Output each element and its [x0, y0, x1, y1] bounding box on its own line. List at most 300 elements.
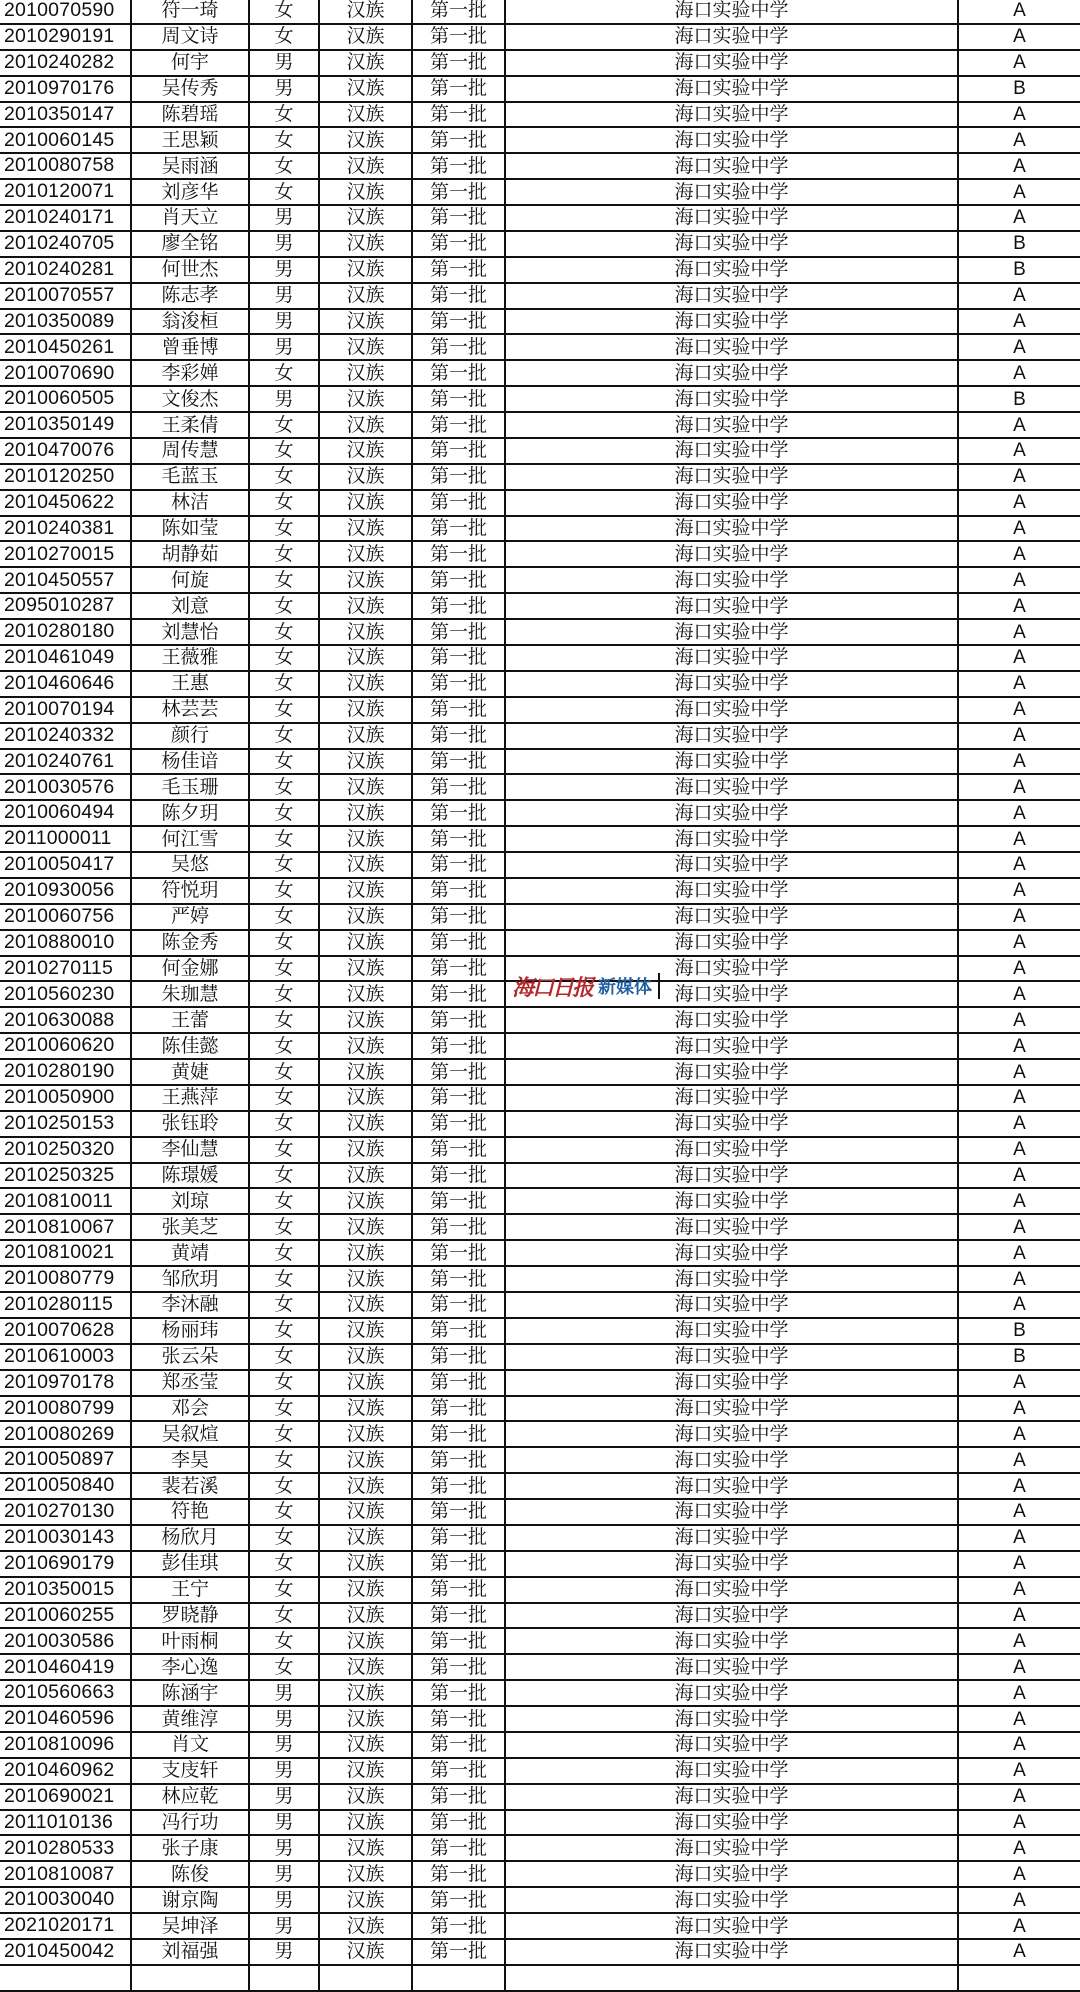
grade: A [1013, 1812, 1026, 1834]
gender: 女 [250, 620, 320, 644]
student-id: 2010560663 [0, 1681, 132, 1705]
school-name: 海口实验中学 [506, 1836, 959, 1860]
gender: 女 [250, 154, 320, 178]
school-name: 海口实验中学 [506, 1112, 959, 1136]
student-id: 2010060756 [0, 905, 132, 929]
ethnicity: 汉族 [320, 1500, 413, 1524]
grade: A [1013, 310, 1026, 332]
school-name: 海口实验中学 [506, 1940, 959, 1964]
empty-cell [959, 1966, 1080, 1990]
student-name: 杨丽玮 [132, 1319, 250, 1343]
grade: A [1013, 26, 1026, 48]
ethnicity: 汉族 [320, 1578, 413, 1602]
admission-batch: 第一批 [413, 1164, 506, 1188]
table-row [0, 594, 1080, 620]
grade: B [1013, 1346, 1026, 1368]
school-name: 海口实验中学 [506, 517, 959, 541]
student-id: 2010060494 [0, 801, 132, 825]
ethnicity: 汉族 [320, 1629, 413, 1653]
school-name: 海口实验中学 [506, 439, 959, 463]
table-row [0, 103, 1080, 129]
student-name: 李心逸 [132, 1655, 250, 1679]
student-name: 符一琦 [132, 0, 250, 23]
grade: A [1013, 207, 1026, 229]
empty-cell [132, 1966, 250, 1990]
gender: 女 [250, 1008, 320, 1032]
student-name: 何金娜 [132, 957, 250, 981]
school-name: 海口实验中学 [506, 1448, 959, 1472]
school-name: 海口实验中学 [506, 154, 959, 178]
grade: A [1013, 983, 1026, 1005]
table-row [0, 542, 1080, 568]
student-name: 廖全铭 [132, 232, 250, 256]
gender: 男 [250, 1707, 320, 1731]
gender: 女 [250, 931, 320, 955]
school-name: 海口实验中学 [506, 801, 959, 825]
admission-batch: 第一批 [413, 517, 506, 541]
empty-cell [320, 1966, 413, 1990]
student-name: 周文诗 [132, 25, 250, 49]
school-name: 海口实验中学 [506, 853, 959, 877]
gender: 男 [250, 232, 320, 256]
admission-batch: 第一批 [413, 1448, 506, 1472]
school-name: 海口实验中学 [506, 413, 959, 437]
ethnicity: 汉族 [320, 1655, 413, 1679]
student-id: 2010280533 [0, 1836, 132, 1860]
grade: A [1013, 1087, 1026, 1109]
student-name: 王柔倩 [132, 413, 250, 437]
ethnicity: 汉族 [320, 361, 413, 385]
gender: 女 [250, 1086, 320, 1110]
gender: 女 [250, 1526, 320, 1550]
student-name: 毛蓝玉 [132, 465, 250, 489]
admission-batch: 第一批 [413, 77, 506, 101]
student-id: 2010050417 [0, 853, 132, 877]
admission-batch: 第一批 [413, 1707, 506, 1731]
student-name: 林洁 [132, 491, 250, 515]
student-name: 黄维淳 [132, 1707, 250, 1731]
grade: A [1013, 518, 1026, 540]
admission-batch: 第一批 [413, 853, 506, 877]
admission-batch: 第一批 [413, 439, 506, 463]
school-name: 海口实验中学 [506, 1862, 959, 1886]
student-name: 邓会 [132, 1397, 250, 1421]
ethnicity: 汉族 [320, 465, 413, 489]
school-name: 海口实验中学 [506, 491, 959, 515]
ethnicity: 汉族 [320, 698, 413, 722]
grade: A [1013, 880, 1026, 902]
grade: A [1013, 1397, 1026, 1419]
school-name: 海口实验中学 [506, 1397, 959, 1421]
ethnicity: 汉族 [320, 672, 413, 696]
table-row [0, 646, 1080, 672]
admission-batch: 第一批 [413, 1086, 506, 1110]
gender: 女 [250, 517, 320, 541]
admission-batch: 第一批 [413, 0, 506, 23]
ethnicity: 汉族 [320, 1759, 413, 1783]
admission-batch: 第一批 [413, 1060, 506, 1084]
student-id: 2010030143 [0, 1526, 132, 1550]
student-id: 2010450557 [0, 568, 132, 592]
student-id: 2010270130 [0, 1500, 132, 1524]
student-name: 朱珈慧 [132, 982, 250, 1006]
grade: A [1013, 129, 1026, 151]
school-name: 海口实验中学 [506, 542, 959, 566]
gender: 男 [250, 1914, 320, 1938]
student-name: 王惠 [132, 672, 250, 696]
student-id: 2010630088 [0, 1008, 132, 1032]
student-name: 罗晓静 [132, 1604, 250, 1628]
gender: 女 [250, 879, 320, 903]
table-row [0, 1138, 1080, 1164]
admission-batch: 第一批 [413, 232, 506, 256]
gender: 女 [250, 1397, 320, 1421]
gender: 女 [250, 1371, 320, 1395]
ethnicity: 汉族 [320, 1836, 413, 1860]
school-name: 海口实验中学 [506, 0, 959, 23]
gender: 女 [250, 361, 320, 385]
student-id: 2010280115 [0, 1293, 132, 1317]
ethnicity: 汉族 [320, 1862, 413, 1886]
school-name: 海口实验中学 [506, 25, 959, 49]
student-name: 文俊杰 [132, 387, 250, 411]
admission-batch: 第一批 [413, 672, 506, 696]
student-id: 2010560230 [0, 982, 132, 1006]
grade: A [1013, 621, 1026, 643]
student-name: 陈俊 [132, 1862, 250, 1886]
gender: 男 [250, 258, 320, 282]
gender: 男 [250, 206, 320, 230]
grade: A [1013, 1786, 1026, 1808]
grade: A [1013, 492, 1026, 514]
table-row [0, 1811, 1080, 1837]
gender: 女 [250, 1241, 320, 1265]
grade: A [1013, 1941, 1026, 1963]
admission-batch: 第一批 [413, 206, 506, 230]
gender: 女 [250, 957, 320, 981]
ethnicity: 汉族 [320, 620, 413, 644]
student-name: 叶雨桐 [132, 1629, 250, 1653]
grade: A [1013, 1216, 1026, 1238]
admission-batch: 第一批 [413, 775, 506, 799]
school-name: 海口实验中学 [506, 1629, 959, 1653]
student-name: 陈夕玥 [132, 801, 250, 825]
ethnicity: 汉族 [320, 1319, 413, 1343]
school-name: 海口实验中学 [506, 1371, 959, 1395]
grade: A [1013, 1475, 1026, 1497]
ethnicity: 汉族 [320, 1267, 413, 1291]
admission-batch: 第一批 [413, 1604, 506, 1628]
school-name: 海口实验中学 [506, 1422, 959, 1446]
student-id: 2010080779 [0, 1267, 132, 1291]
gender: 女 [250, 1267, 320, 1291]
table-row [0, 1862, 1080, 1888]
gender: 男 [250, 1862, 320, 1886]
grade: A [1013, 1190, 1026, 1212]
ethnicity: 汉族 [320, 284, 413, 308]
school-name: 海口实验中学 [506, 982, 959, 1006]
ethnicity: 汉族 [320, 775, 413, 799]
student-id: 2010030576 [0, 775, 132, 799]
grade: A [1013, 802, 1026, 824]
grade: A [1013, 543, 1026, 565]
ethnicity: 汉族 [320, 1785, 413, 1809]
admission-batch: 第一批 [413, 1397, 506, 1421]
student-name: 郑丞莹 [132, 1371, 250, 1395]
admission-batch: 第一批 [413, 1785, 506, 1809]
school-name: 海口实验中学 [506, 1319, 959, 1343]
gender: 女 [250, 982, 320, 1006]
gender: 女 [250, 775, 320, 799]
student-name: 李沐融 [132, 1293, 250, 1317]
text-cursor [658, 973, 660, 999]
table-row [0, 724, 1080, 750]
ethnicity: 汉族 [320, 1371, 413, 1395]
student-id: 2010030586 [0, 1629, 132, 1653]
grade: A [1013, 1449, 1026, 1471]
table-row [0, 1397, 1080, 1423]
admission-batch: 第一批 [413, 1681, 506, 1705]
grade: A [1013, 1372, 1026, 1394]
ethnicity: 汉族 [320, 1681, 413, 1705]
gender: 男 [250, 1940, 320, 1964]
grade: A [1013, 336, 1026, 358]
ethnicity: 汉族 [320, 206, 413, 230]
student-id: 2010060620 [0, 1034, 132, 1058]
admission-batch: 第一批 [413, 1345, 506, 1369]
student-id: 2010240171 [0, 206, 132, 230]
student-name: 陈如莹 [132, 517, 250, 541]
student-id: 2010350015 [0, 1578, 132, 1602]
student-id: 2010450622 [0, 491, 132, 515]
grade: A [1013, 906, 1026, 928]
student-id: 2010610003 [0, 1345, 132, 1369]
table-row [0, 620, 1080, 646]
gender: 女 [250, 1293, 320, 1317]
admission-batch: 第一批 [413, 542, 506, 566]
table-row [0, 801, 1080, 827]
admission-batch: 第一批 [413, 361, 506, 385]
table-row [0, 439, 1080, 465]
student-id: 2010290191 [0, 25, 132, 49]
watermark [512, 970, 660, 1002]
student-id: 2010070690 [0, 361, 132, 385]
admission-batch: 第一批 [413, 1008, 506, 1032]
table-row [0, 853, 1080, 879]
table-row [0, 0, 1080, 25]
ethnicity: 汉族 [320, 542, 413, 566]
student-id: 2021020171 [0, 1914, 132, 1938]
table-row [0, 128, 1080, 154]
gender: 女 [250, 1604, 320, 1628]
grade: A [1013, 1682, 1026, 1704]
admission-batch: 第一批 [413, 1112, 506, 1136]
school-name: 海口实验中学 [506, 1241, 959, 1265]
school-name: 海口实验中学 [506, 284, 959, 308]
table-row [0, 1371, 1080, 1397]
ethnicity: 汉族 [320, 258, 413, 282]
school-name: 海口实验中学 [506, 1578, 959, 1602]
table-row [0, 77, 1080, 103]
grade: A [1013, 647, 1026, 669]
ethnicity: 汉族 [320, 1086, 413, 1110]
student-id: 2010350147 [0, 103, 132, 127]
student-name: 王薇雅 [132, 646, 250, 670]
school-name: 海口实验中学 [506, 1345, 959, 1369]
school-name: 海口实验中学 [506, 128, 959, 152]
gender: 女 [250, 724, 320, 748]
table-row [0, 750, 1080, 776]
admission-batch: 第一批 [413, 750, 506, 774]
table-row [0, 1500, 1080, 1526]
gender: 女 [250, 1189, 320, 1213]
student-id: 2010050900 [0, 1086, 132, 1110]
table-row [0, 1914, 1080, 1940]
table-row [0, 310, 1080, 336]
table-row [0, 827, 1080, 853]
student-name: 刘慧怡 [132, 620, 250, 644]
admission-batch: 第一批 [413, 154, 506, 178]
grade: A [1013, 155, 1026, 177]
gender: 女 [250, 1474, 320, 1498]
grade: A [1013, 181, 1026, 203]
admission-batch: 第一批 [413, 335, 506, 359]
student-id: 2010250320 [0, 1138, 132, 1162]
gender: 男 [250, 1733, 320, 1757]
ethnicity: 汉族 [320, 982, 413, 1006]
gender: 女 [250, 542, 320, 566]
student-id: 2010460596 [0, 1707, 132, 1731]
grade: A [1013, 1579, 1026, 1601]
table-row [0, 672, 1080, 698]
admission-batch: 第一批 [413, 1940, 506, 1964]
student-name: 张云朵 [132, 1345, 250, 1369]
admission-batch: 第一批 [413, 258, 506, 282]
grade: A [1013, 1734, 1026, 1756]
gender: 女 [250, 0, 320, 23]
student-name: 吴悠 [132, 853, 250, 877]
ethnicity: 汉族 [320, 51, 413, 75]
admission-batch: 第一批 [413, 982, 506, 1006]
admission-batch: 第一批 [413, 724, 506, 748]
school-name: 海口实验中学 [506, 1655, 959, 1679]
gender: 女 [250, 801, 320, 825]
table-row [0, 517, 1080, 543]
admission-batch: 第一批 [413, 284, 506, 308]
table-row [0, 1008, 1080, 1034]
student-id: 2010120071 [0, 180, 132, 204]
gender: 女 [250, 1500, 320, 1524]
student-id: 2010460646 [0, 672, 132, 696]
student-name: 刘琼 [132, 1189, 250, 1213]
school-name: 海口实验中学 [506, 103, 959, 127]
grade: A [1013, 285, 1026, 307]
admission-batch: 第一批 [413, 413, 506, 437]
student-name: 谢京陶 [132, 1888, 250, 1912]
grade: A [1013, 103, 1026, 125]
admission-batch: 第一批 [413, 905, 506, 929]
school-name: 海口实验中学 [506, 724, 959, 748]
student-id: 2010240705 [0, 232, 132, 256]
gender: 女 [250, 1112, 320, 1136]
gender: 女 [250, 853, 320, 877]
table-row [0, 413, 1080, 439]
school-name: 海口实验中学 [506, 594, 959, 618]
school-name: 海口实验中学 [506, 465, 959, 489]
ethnicity: 汉族 [320, 568, 413, 592]
admission-batch: 第一批 [413, 1629, 506, 1653]
ethnicity: 汉族 [320, 1552, 413, 1576]
admission-batch: 第一批 [413, 1422, 506, 1446]
table-row [0, 1060, 1080, 1086]
grade: A [1013, 957, 1026, 979]
gender: 女 [250, 1060, 320, 1084]
table-row [0, 387, 1080, 413]
ethnicity: 汉族 [320, 77, 413, 101]
ethnicity: 汉族 [320, 1241, 413, 1265]
student-name: 王思颖 [132, 128, 250, 152]
table-row [0, 1759, 1080, 1785]
ethnicity: 汉族 [320, 1811, 413, 1835]
student-name: 张钰聆 [132, 1112, 250, 1136]
ethnicity: 汉族 [320, 724, 413, 748]
ethnicity: 汉族 [320, 853, 413, 877]
student-name: 何世杰 [132, 258, 250, 282]
ethnicity: 汉族 [320, 1733, 413, 1757]
ethnicity: 汉族 [320, 646, 413, 670]
table-row [0, 1629, 1080, 1655]
student-name: 王燕萍 [132, 1086, 250, 1110]
table-row [0, 206, 1080, 232]
student-id: 2010460962 [0, 1759, 132, 1783]
student-id: 2010060505 [0, 387, 132, 411]
student-id: 2010810087 [0, 1862, 132, 1886]
student-name: 曾垂博 [132, 335, 250, 359]
gender: 女 [250, 672, 320, 696]
ethnicity: 汉族 [320, 594, 413, 618]
student-name: 刘福强 [132, 1940, 250, 1964]
student-id: 2010080269 [0, 1422, 132, 1446]
student-name: 陈璟媛 [132, 1164, 250, 1188]
student-id: 2010970178 [0, 1371, 132, 1395]
grade: A [1013, 1604, 1026, 1626]
student-name: 邹欣玥 [132, 1267, 250, 1291]
ethnicity: 汉族 [320, 1060, 413, 1084]
table-row [0, 1604, 1080, 1630]
student-name: 刘意 [132, 594, 250, 618]
gender: 女 [250, 1215, 320, 1239]
student-name: 翁浚桓 [132, 310, 250, 334]
student-id: 2010050897 [0, 1448, 132, 1472]
table-row [0, 931, 1080, 957]
grade: A [1013, 52, 1026, 74]
table-row [0, 25, 1080, 51]
table-row [0, 51, 1080, 77]
table-row [0, 1733, 1080, 1759]
gender: 女 [250, 128, 320, 152]
grade: B [1013, 388, 1026, 410]
ethnicity: 汉族 [320, 491, 413, 515]
admission-batch: 第一批 [413, 1759, 506, 1783]
student-name: 颜行 [132, 724, 250, 748]
table-row [0, 1422, 1080, 1448]
student-id: 2010070194 [0, 698, 132, 722]
student-id: 2010461049 [0, 646, 132, 670]
ethnicity: 汉族 [320, 25, 413, 49]
ethnicity: 汉族 [320, 1034, 413, 1058]
student-name: 何江雪 [132, 827, 250, 851]
school-name: 海口实验中学 [506, 568, 959, 592]
